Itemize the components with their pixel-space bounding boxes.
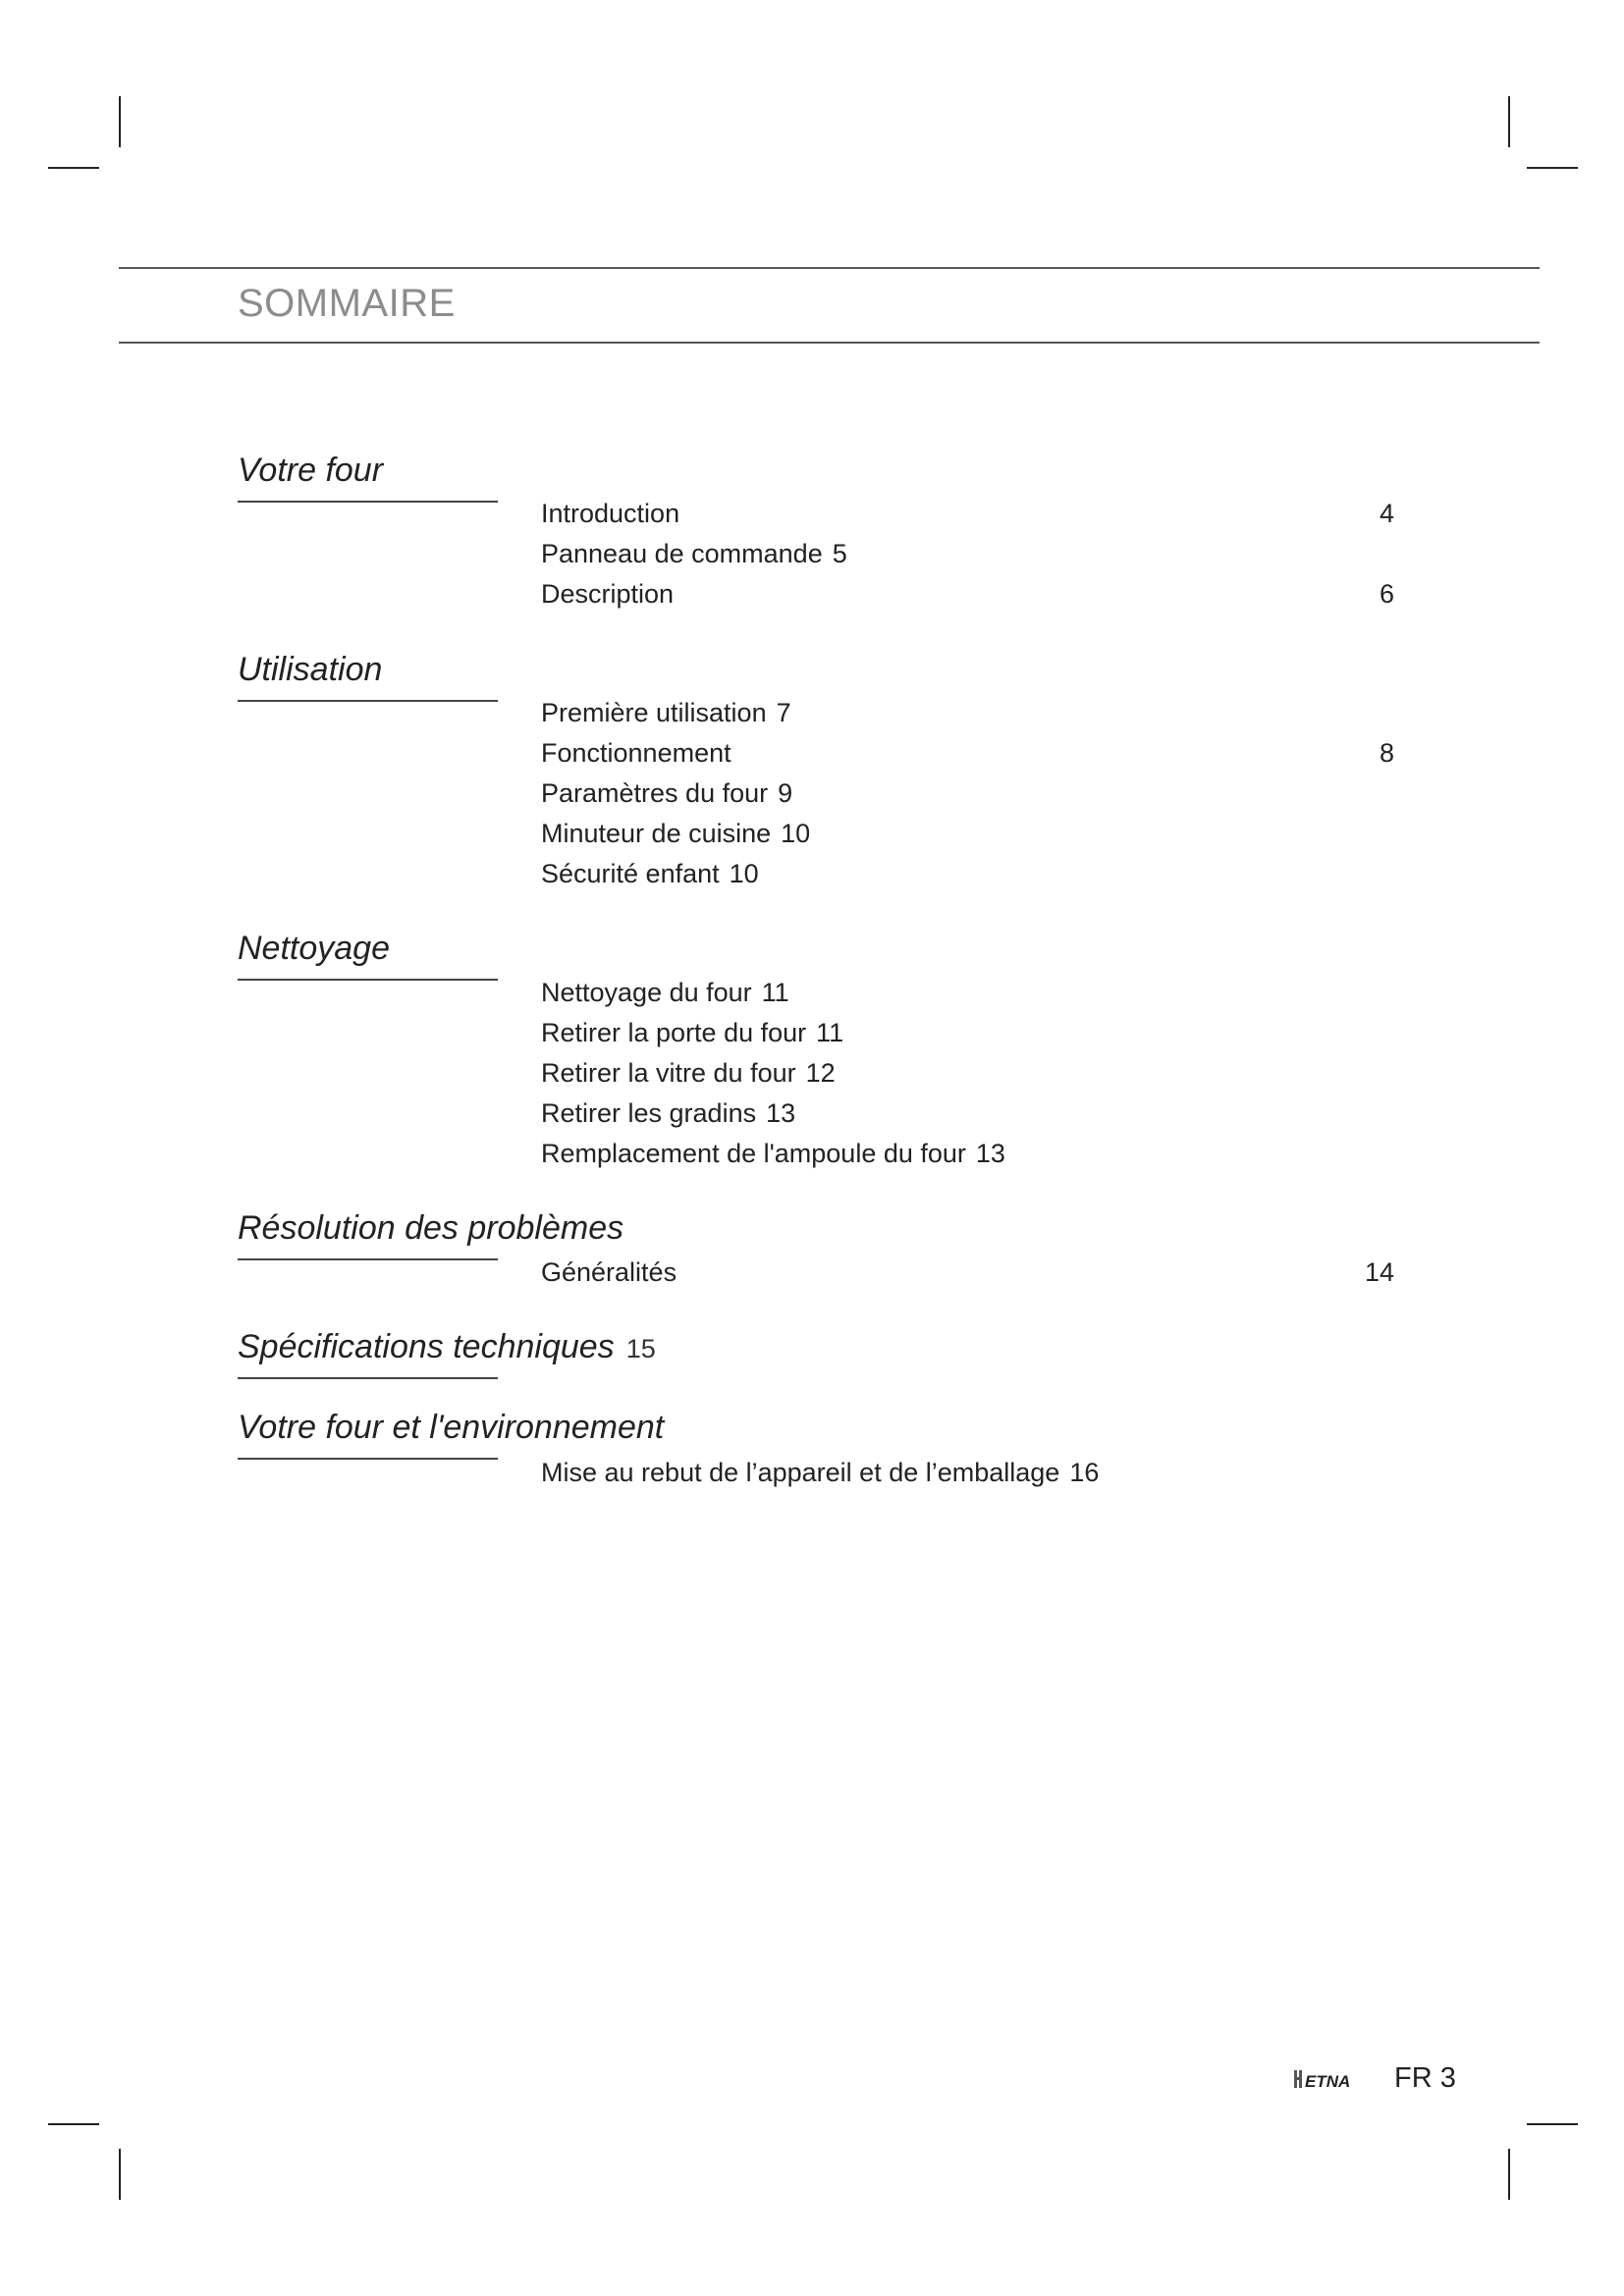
toc-entry-label: Mise au rebut de l’appareil et de l’emballage	[541, 1458, 1060, 1487]
toc-entry-label: Sécurité enfant	[541, 859, 720, 888]
toc-entry-page: 12	[805, 1058, 836, 1088]
crop-mark	[1527, 2123, 1578, 2125]
toc-entry-page: 11	[761, 978, 789, 1007]
toc-entry-label: Nettoyage du four	[541, 978, 752, 1007]
etna-logo	[1294, 2066, 1358, 2092]
toc-entry-label: Première utilisation	[541, 698, 767, 727]
toc-entry[interactable]	[541, 859, 759, 889]
crop-mark	[1508, 96, 1510, 147]
toc-entry-page: 4	[1379, 499, 1394, 528]
section-underline	[238, 1258, 498, 1260]
toc-entry-page: 8	[1379, 738, 1394, 768]
section-underline	[238, 700, 498, 702]
toc-entry-page: 11	[816, 1018, 844, 1047]
toc-entry-label: Remplacement de l'ampoule du four	[541, 1139, 966, 1168]
toc-entry[interactable]	[541, 1018, 843, 1048]
toc-entry[interactable]	[541, 778, 792, 809]
toc-entry[interactable]	[541, 1058, 836, 1089]
toc-entry-page: 10	[781, 819, 811, 848]
header-rule-bottom	[119, 342, 1540, 344]
toc-entry[interactable]	[541, 579, 674, 610]
crop-mark	[119, 2149, 121, 2200]
svg-text:ETNA: ETNA	[1305, 2072, 1351, 2091]
toc-entry[interactable]	[541, 819, 810, 849]
toc-entry[interactable]	[541, 499, 679, 529]
section-title-label: Spécifications techniques	[238, 1328, 615, 1365]
header-rule-top	[119, 267, 1540, 269]
toc-entry-page: 7	[776, 698, 791, 727]
page-title: SOMMAIRE	[238, 282, 456, 325]
section-underline	[238, 979, 498, 981]
toc-entry[interactable]	[541, 738, 731, 769]
toc-entry-page: 5	[832, 539, 847, 568]
section-title[interactable]	[238, 1328, 656, 1366]
section-title: Résolution des problèmes	[238, 1209, 624, 1247]
section-underline	[238, 501, 498, 503]
toc-entry-label: Description	[541, 579, 675, 609]
toc-entry-label: Retirer les gradins	[541, 1098, 757, 1128]
toc-entry-page: 14	[1364, 1257, 1394, 1287]
section-title: Nettoyage	[238, 930, 390, 967]
toc-entry[interactable]	[541, 539, 847, 569]
toc-entry-label: Retirer la porte du four	[541, 1018, 807, 1047]
crop-mark	[48, 2123, 99, 2125]
toc-entry-page: 16	[1069, 1458, 1100, 1487]
toc-entry-label: Généralités	[541, 1257, 677, 1287]
toc-entry[interactable]	[541, 1098, 795, 1129]
section-underline	[238, 1377, 498, 1379]
toc-entry-label: Introduction	[541, 499, 680, 528]
toc-entry-page: 13	[975, 1139, 1005, 1168]
section-underline	[238, 1458, 498, 1460]
toc-entry-page: 10	[729, 859, 759, 888]
toc-entry-label: Paramètres du four	[541, 778, 769, 808]
section-page: 15	[625, 1334, 656, 1363]
section-title: Votre four et l'environnement	[238, 1409, 665, 1446]
toc-entry[interactable]	[541, 1458, 1099, 1488]
section-title: Votre four	[238, 452, 384, 489]
crop-mark	[48, 167, 99, 169]
crop-mark	[1527, 167, 1578, 169]
toc-entry-page: 6	[1379, 579, 1394, 609]
toc-entry[interactable]	[541, 1139, 1005, 1169]
crop-mark	[119, 96, 121, 147]
crop-mark	[1508, 2149, 1510, 2200]
toc-entry-page: 13	[766, 1098, 796, 1128]
section-title: Utilisation	[238, 651, 383, 688]
toc-entry-label: Panneau de commande	[541, 539, 823, 568]
toc-entry[interactable]	[541, 1257, 677, 1288]
toc-entry-label: Retirer la vitre du four	[541, 1058, 796, 1088]
toc-entry[interactable]	[541, 698, 791, 728]
toc-entry-page: 9	[778, 778, 793, 808]
toc-entry[interactable]	[541, 978, 789, 1008]
page-number: FR 3	[1394, 2062, 1456, 2094]
toc-entry-label: Minuteur de cuisine	[541, 819, 772, 848]
toc-entry-label: Fonctionnement	[541, 738, 731, 768]
